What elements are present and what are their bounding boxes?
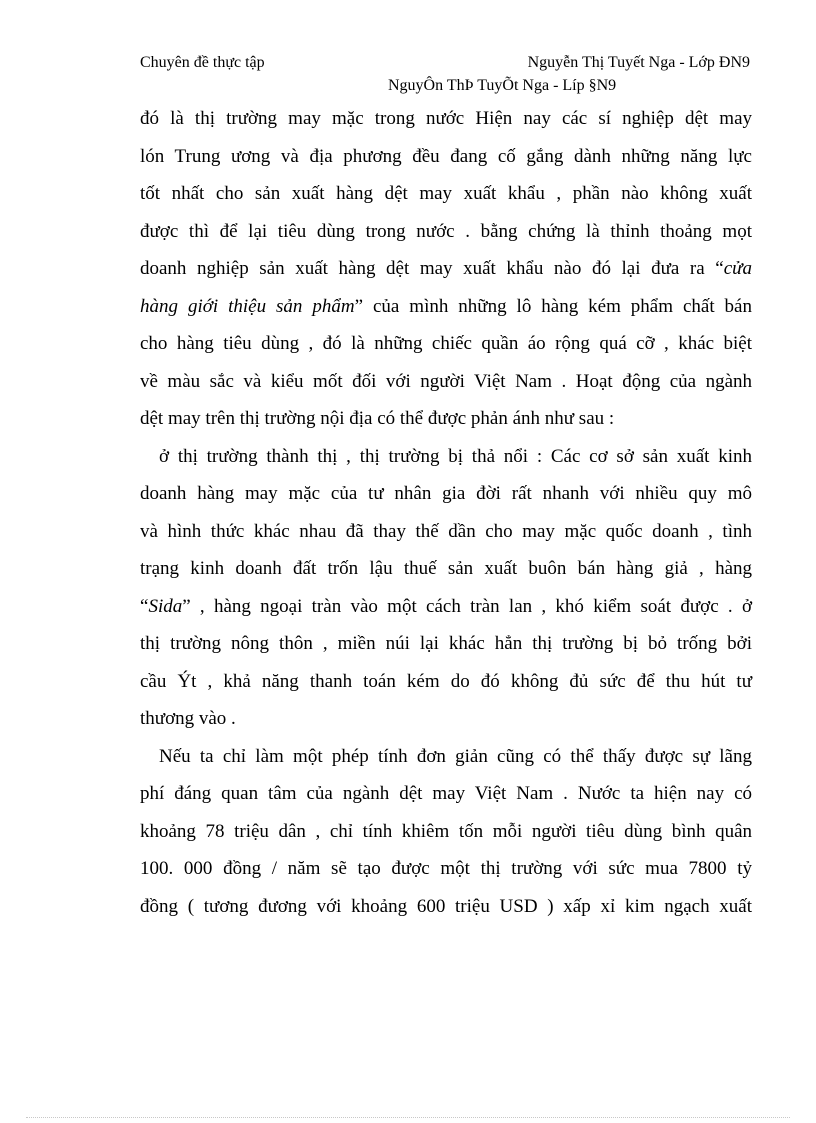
document-body: [140, 100, 752, 925]
text-line: Nếu ta chỉ làm một phép tính đơn giản cũng có thể thấy được sự lãng: [159, 745, 752, 767]
text-line: khoảng 78 triệu dân , chỉ tính khiêm tốn mỗi người tiêu dùng bình quân: [140, 820, 752, 842]
text-line: hàng giới thiệu sản phẩm” của mình những lô hàng kém phẩm chất bán: [140, 295, 752, 317]
text-line: về màu sắc và kiểu mốt đối với người Việt Nam . Hoạt động của ngành: [140, 370, 752, 392]
text-line: tốt nhất cho sản xuất hàng dệt may xuất khẩu , phần nào không xuất: [140, 183, 752, 204]
page-bottom-divider: [26, 1117, 790, 1118]
text-line: cầu Ýt , khả năng thanh toán kém do đó không đủ sức để thu hút tư: [140, 670, 752, 692]
text-line: trạng kinh doanh đất trốn lậu thuế sản xuất buôn bán hàng giả , hàng: [140, 558, 752, 579]
text-line: ở thị trường thành thị , thị trường bị thả nổi : Các cơ sở sản xuất kinh: [159, 445, 752, 467]
italic-phrase: hàng giới thiệu sản phẩm: [140, 295, 355, 317]
text-line: 100. 000 đồng / năm sẽ tạo được một thị trường với sức mua 7800 tỷ: [140, 858, 752, 879]
text-line: “Sida” , hàng ngoại tràn vào một cách tràn lan , khó kiểm soát được . ở: [140, 595, 752, 617]
header-author: Nguyễn Thị Tuyết Nga - Lớp ĐN9: [527, 54, 750, 71]
text-line: doanh hàng may mặc của tư nhân gia đời rất nhanh với nhiều quy mô: [140, 483, 752, 504]
page-header: [140, 54, 750, 76]
text-line: dệt may trên thị trường nội địa có thể được phản ánh như sau :: [140, 408, 615, 429]
text-line: lón Trung ương và địa phương đều đang cố gắng dành những năng lực: [140, 145, 752, 167]
text-line: doanh nghiệp sản xuất hàng dệt may xuất khẩu nào đó lại đưa ra “cửa: [140, 258, 752, 279]
text-line: cho hàng tiêu dùng , đó là những chiếc quần áo rộng quá cỡ , khác biệt: [140, 333, 752, 354]
text-line: đồng ( tương đương với khoảng 600 triệu USD ) xấp xỉ kim ngạch xuất: [140, 895, 752, 917]
text-line: phí đáng quan tâm của ngành dệt may Việt Nam . Nước ta hiện nay có: [140, 783, 752, 804]
italic-phrase: cửa: [723, 258, 752, 279]
text-line: và hình thức khác nhau đã thay thế dần cho may mặc quốc doanh , tình: [140, 520, 752, 542]
text-line: thị trường nông thôn , miền núi lại khác hẳn thị trường bị bỏ trống bởi: [140, 633, 752, 654]
text-line: đó là thị trường may mặc trong nước Hiện nay các sí nghiệp dệt may: [140, 108, 752, 129]
text-line: được thì để lại tiêu dùng trong nước . bằng chứng là thỉnh thoảng mọt: [140, 220, 752, 242]
text-line: thương vào .: [140, 708, 236, 729]
header-author-alt: NguyÔn ThÞ TuyÕt Nga - Líp §N9: [388, 77, 617, 94]
italic-phrase: Sida: [148, 595, 183, 617]
header-document-type: Chuyên đề thực tập: [140, 54, 265, 71]
